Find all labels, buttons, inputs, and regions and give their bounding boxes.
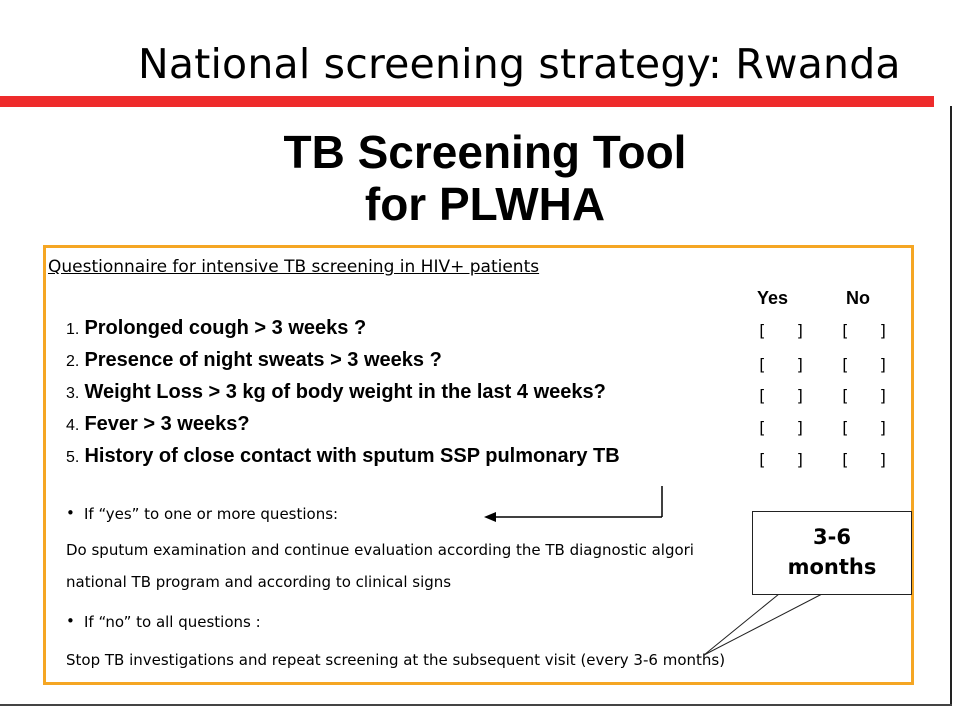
question-number: 3. [66,385,80,402]
questionnaire-heading: Questionnaire for intensive TB screening in HIV+ patients [48,257,540,277]
if-no-heading: If “no” to all questions : [84,613,261,631]
column-header-no: No [846,288,870,308]
question-number: 5. [66,449,80,466]
yes-action-line2: national TB program and according to clinical signs [66,573,452,591]
no-checkbox[interactable]: [ ] [840,450,889,469]
callout-box [752,511,912,595]
callout-pointer [704,594,822,655]
no-checkbox[interactable]: [ ] [840,418,889,437]
yes-checkbox[interactable]: [ ] [757,321,806,340]
yes-checkbox[interactable]: [ ] [757,386,806,405]
yes-action-line1: Do sputum examination and continue evaluation according the TB diagnostic algori [66,541,694,559]
slide-title: National screening strategy: Rwanda [138,40,901,88]
if-yes-heading: If “yes” to one or more questions: [84,505,339,523]
column-header-yes: Yes [757,288,789,308]
no-checkbox[interactable]: [ ] [840,355,889,374]
callout-line2: months [787,555,877,579]
question-text: Weight Loss > 3 kg of body weight in the last 4 weeks? [84,381,606,403]
arrow-left-icon [484,512,496,522]
yes-checkbox[interactable]: [ ] [757,450,806,469]
bullet-icon: • [66,504,75,522]
callout-line1: 3-6 [813,525,851,549]
question-number: 4. [66,417,80,434]
tool-title-line2: for PLWHA [364,178,606,230]
question-text: Fever > 3 weeks? [84,413,250,435]
no-action-line: Stop TB investigations and repeat screening at the subsequent visit (every 3-6 months) [66,651,726,669]
question-text: History of close contact with sputum SSP pulmonary TB [84,445,620,467]
question-text: Presence of night sweats > 3 weeks ? [84,349,442,371]
question-number: 2. [66,353,80,370]
yes-checkbox[interactable]: [ ] [757,355,806,374]
tool-title-line1: TB Screening Tool [283,126,687,178]
no-checkbox[interactable]: [ ] [840,386,889,405]
no-checkbox[interactable]: [ ] [840,321,889,340]
question-text: Prolonged cough > 3 weeks ? [84,317,367,339]
yes-checkbox[interactable]: [ ] [757,418,806,437]
bullet-icon: • [66,612,75,630]
question-number: 1. [66,321,80,338]
